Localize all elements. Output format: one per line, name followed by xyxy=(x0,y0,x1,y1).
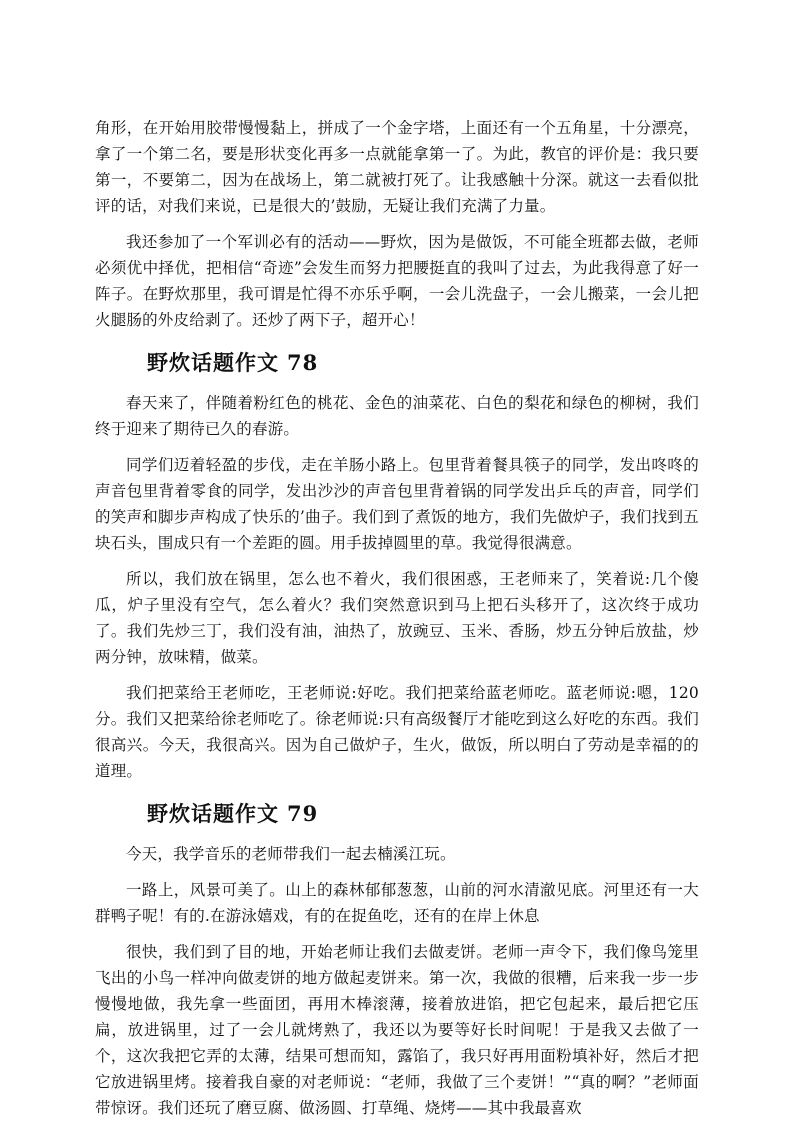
essay-heading xyxy=(95,799,699,829)
essay-number: 78 xyxy=(287,350,319,375)
essay-number: 79 xyxy=(287,801,319,826)
document-page xyxy=(95,115,699,1121)
paragraph: 角形，在开始用胶带慢慢黏上，拼成了一个金字塔，上面还有一个五角星，十分漂亮，拿了一个第二名，要是形状变化再多一点就能拿第一了。为此，教官的评价是：我只要第一，不要第二，因为在战场上，第二就被打死了。让我感触十分深。就这一去看似批评的话，对我们来说，已是很大的’鼓励，无疑让我们充满了力量。 xyxy=(95,119,699,215)
essay-title: 野炊话题作文 xyxy=(147,801,279,826)
essay-heading xyxy=(95,348,699,378)
paragraph: 很快，我们到了目的地，开始老师让我们去做麦饼。老师一声令下，我们像鸟笼里飞出的小鸟一样冲向做麦饼的地方做起麦饼来。第一次，我做的很糟，后来我一步一步慢慢地做，我先拿一些面团，再用木棒滚薄，接着放进馅，把它包起来，最后把它压扁，放进锅里，过了一会儿就烤熟了，我还以为要等好长时间呢！于是我又去做了一个，这次我把它弄的太薄，结果可想而知，露馅了，我只好再用面粉填补好，然后才把它放进锅里烤。接着我自豪的对老师说：“老师，我做了三个麦饼！”“真的啊？”老师面带惊讶。我们还玩了磨豆腐、做汤圆、打草绳、烧烤——其中我最喜欢 xyxy=(95,943,699,1117)
paragraph: 今天，我学音乐的老师带我们一起去楠溪江玩。 xyxy=(126,845,456,863)
paragraph: 一路上，风景可美了。山上的森林郁郁葱葱，山前的河水清澈见底。河里还有一大群鸭子呢！有的.在游泳嬉戏，有的在捉鱼吃，还有的在岸上休息 xyxy=(95,881,699,925)
paragraph: 同学们迈着轻盈的步伐，走在羊肠小路上。包里背着餐具筷子的同学，发出咚咚的声音包里背着零食的同学，发出沙沙的声音包里背着锅的同学发出乒乓的声音，同学们的笑声和脚步声构成了快乐的’曲子。我们到了煮饭的地方，我们先做炉子，我们找到五块石头，围成只有一个差距的圆。用手拔掉圆里的草。我觉得很满意。 xyxy=(95,456,699,552)
paragraph: 所以，我们放在锅里，怎么也不着火，我们很困惑，王老师来了，笑着说:几个傻瓜，炉子里没有空气，怎么着火？我们突然意识到马上把石头移开了，这次终于成功了。我们先炒三丁，我们没有油，油热了，放豌豆、玉米、香肠，炒五分钟后放盐，炒两分钟，放味精，做菜。 xyxy=(95,570,699,666)
paragraph: 春天来了，伴随着粉红色的桃花、金色的油菜花、白色的梨花和绿色的柳树，我们终于迎来了期待已久的春游。 xyxy=(95,394,699,438)
paragraph: 我还参加了一个军训必有的活动——野炊，因为是做饭，不可能全班都去做，老师必须优中择优，把相信“奇迹”会发生而努力把腰挺直的我叫了过去，为此我得意了好一阵子。在野炊那里，我可谓是忙得不亦乐乎啊，一会儿洗盘子，一会儿搬菜，一会儿把火腿肠的外皮给剥了。还炒了两下子，超开心！ xyxy=(95,233,699,329)
essay-title: 野炊话题作文 xyxy=(147,350,279,375)
paragraph: 我们把菜给王老师吃，王老师说:好吃。我们把菜给蓝老师吃。蓝老师说:嗯，120分。我们又把菜给徐老师吃了。徐老师说:只有高级餐厅才能吃到这么好吃的东西。我们很高兴。今天，我很高兴。因为自己做炉子，生火，做饭，所以明白了劳动是幸福的的道理。 xyxy=(95,684,699,780)
